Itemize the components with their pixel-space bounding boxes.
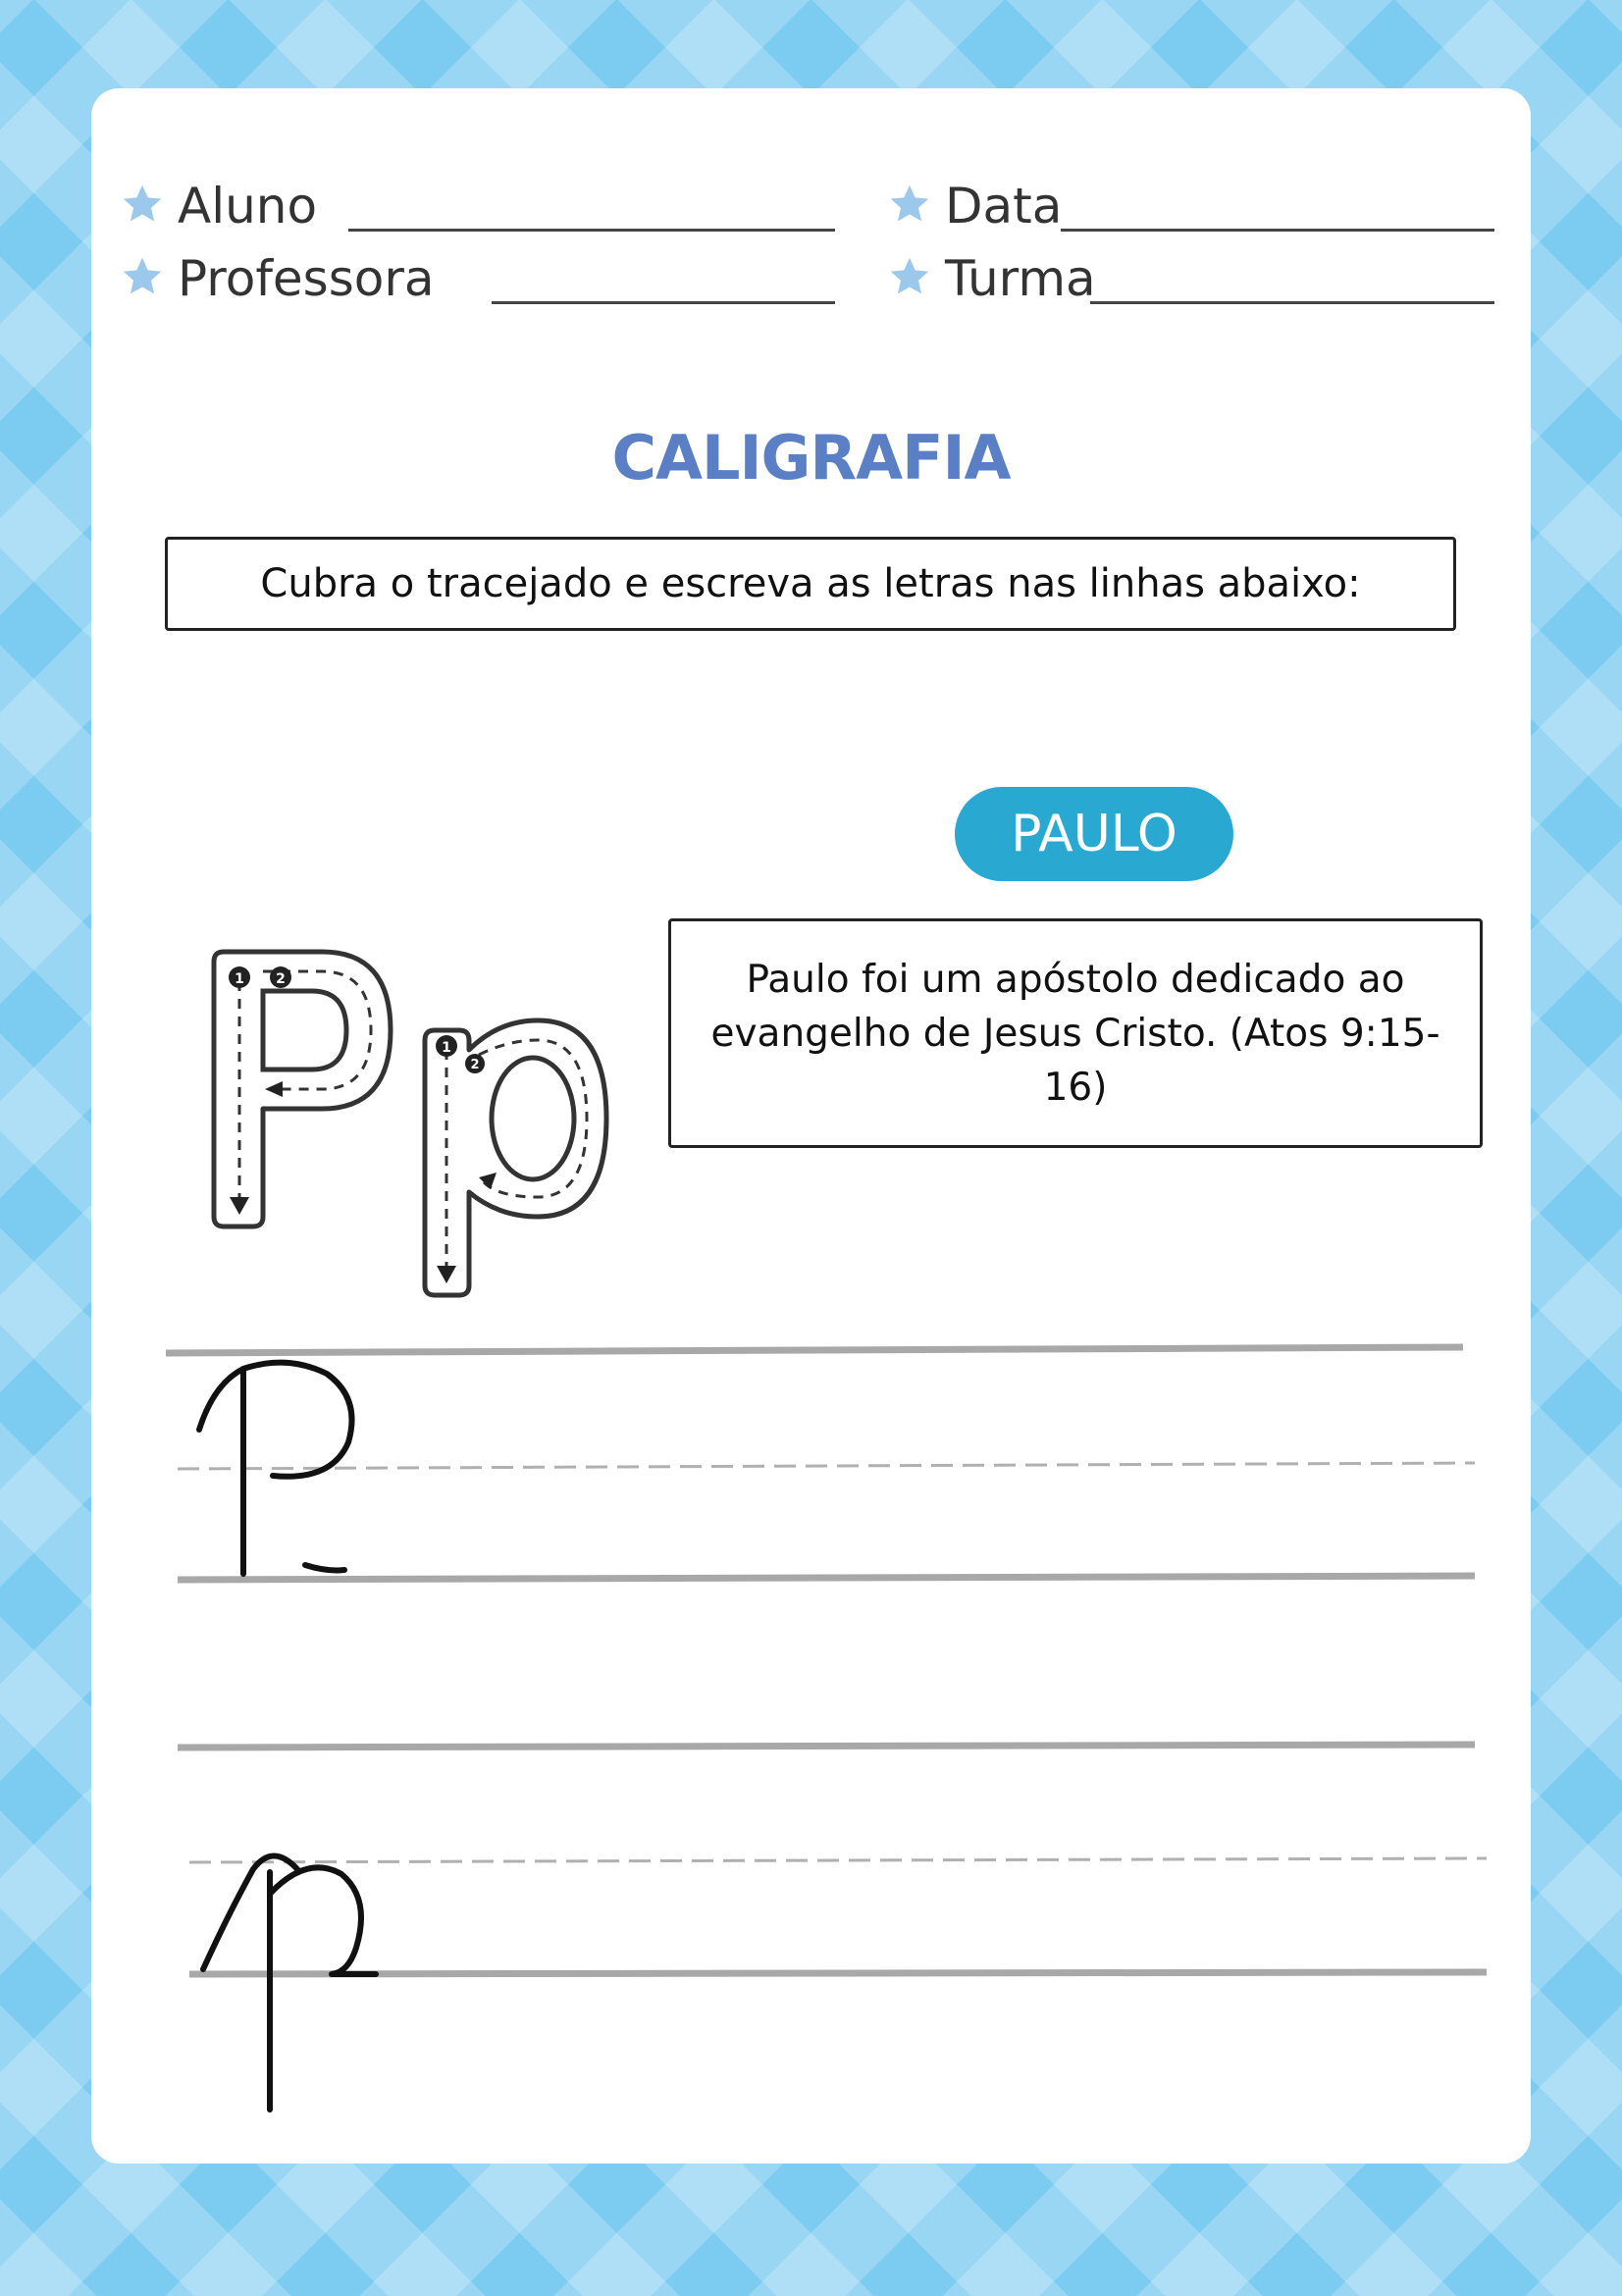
- teacher-label: Professora: [178, 250, 435, 307]
- handwriting-area[interactable]: [91, 88, 1531, 2164]
- name-badge-text: PAULO: [1011, 805, 1177, 863]
- cursive-lowercase-p-model: [203, 1856, 376, 2111]
- class-label: Turma: [945, 250, 1096, 307]
- svg-text:2: 2: [470, 1058, 480, 1072]
- date-label: Data: [945, 178, 1063, 235]
- worksheet-title: CALIGRAFIA: [611, 422, 1011, 494]
- svg-text:2: 2: [276, 971, 286, 987]
- writing-lines-top[interactable]: [166, 1347, 1475, 1580]
- instruction-text: Cubra o tracejado e escreva as letras nas linhas abaixo:: [260, 561, 1361, 606]
- svg-text:1: 1: [235, 971, 244, 987]
- worksheet-sheet: [91, 88, 1531, 2164]
- description-text: Paulo foi um apóstolo dedicado ao evangelho de Jesus Cristo. (Atos 9:15-16): [710, 957, 1440, 1110]
- svg-text:1: 1: [442, 1040, 451, 1056]
- student-label: Aluno: [178, 178, 318, 235]
- writing-lines-bottom[interactable]: [178, 1745, 1487, 1974]
